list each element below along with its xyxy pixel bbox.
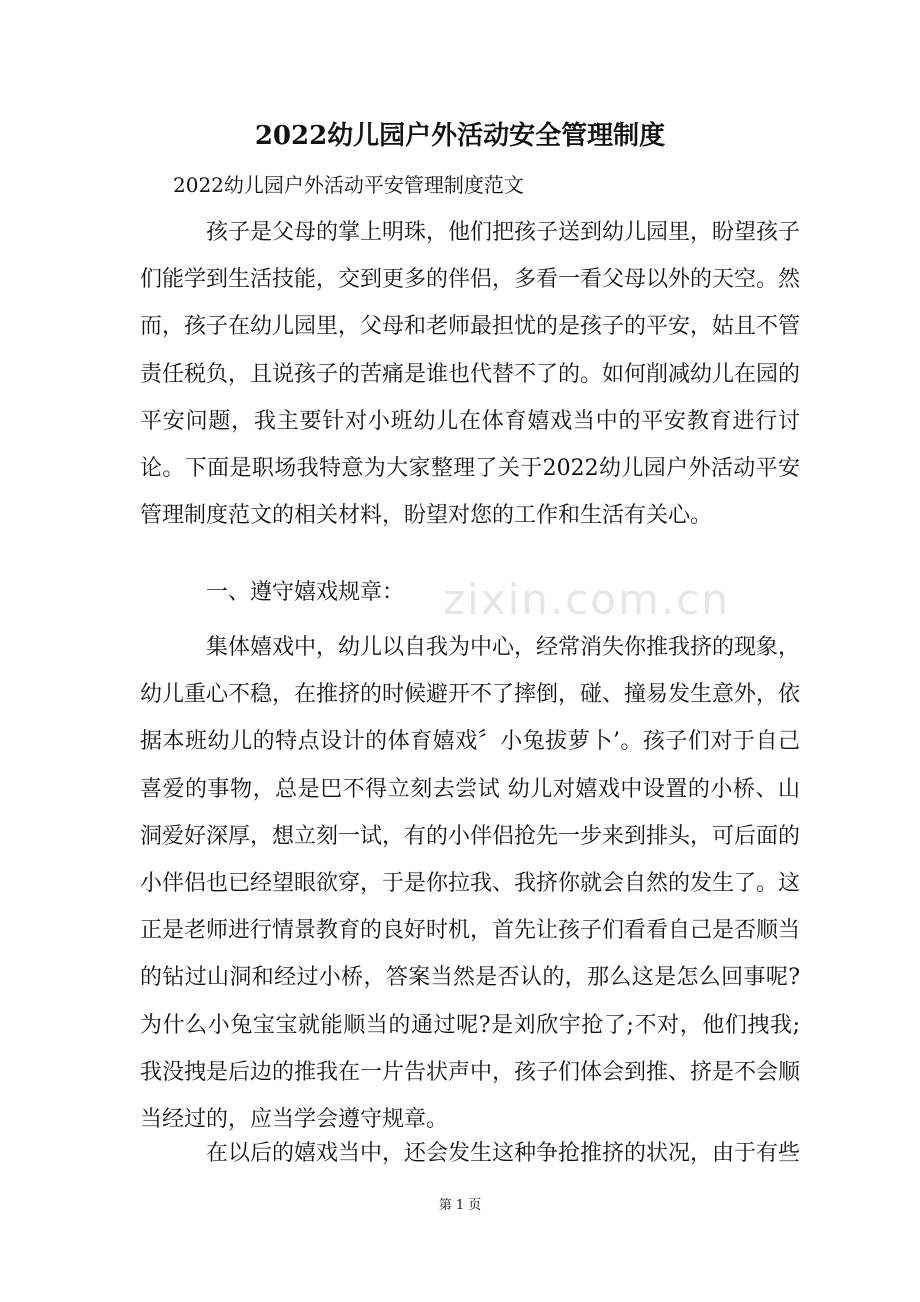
section-heading: 一、遵守嬉戏规章：	[206, 580, 405, 605]
watermark: zixin.com.cn	[443, 575, 730, 624]
continuation-paragraph: 在以后的嬉戏当中，还会发生这种争抢推挤的状况，由于有些	[206, 1141, 801, 1166]
document-subtitle: 2022幼儿园户外活动平安管理制度范文	[173, 173, 524, 197]
document-title: 2022幼儿园户外活动安全管理制度	[254, 121, 666, 151]
intro-paragraph: 孩子是父母的掌上明珠，他们把孩子送到幼儿园里，盼望孩子们能学到生活技能，交到更多的伴侣，多看一看父母以外的天空。然而，孩子在幼儿园里，父母和老师最担忧的是孩子的平安，姑且不管责任税负，且说孩子的苦痛是谁也代替不了的。如何削减幼儿在园的平安问题，我主要针对小班幼儿在体育嬉戏当中的平安教育进行讨论。下面是职场我特意为大家整理了关于2022幼儿园户外活动平安管理制度范文的相关材料，盼望对您的工作和生活有关心。	[140, 220, 801, 529]
section-paragraph: 集体嬉戏中，幼儿以自我为中心，经常消失你推我挤的现象，幼儿重心不稳，在推挤的时候避开不了摔倒，碰、撞易发生意外，依据本班幼儿的特点设计的体育嬉戏〞小兔拔萝卜’。孩子们对于自己喜爱的事物，总是巴不得立刻去尝试 幼儿对嬉戏中设置的小桥、山洞爱好深厚，想立刻一试，有的小伴侣抢先一步来到排头，可后面的小伴侣也已经望眼欲穿，于是你拉我、我挤你就会自然的发生了。这正是老师进行情景教育的良好时机，首先让孩子们看看自己是否顺当的钻过山洞和经过小桥，答案当然是否认的，那么这是怎么回事呢?为什么小兔宝宝就能顺当的通过呢?是刘欣宇抢了;不对，他们拽我;我没拽是后边的推我在一片告状声中，孩子们体会到推、挤是不会顺当经过的，应当学会遵守规章。	[140, 635, 801, 1133]
page-number: 第 1 页	[438, 1198, 482, 1213]
